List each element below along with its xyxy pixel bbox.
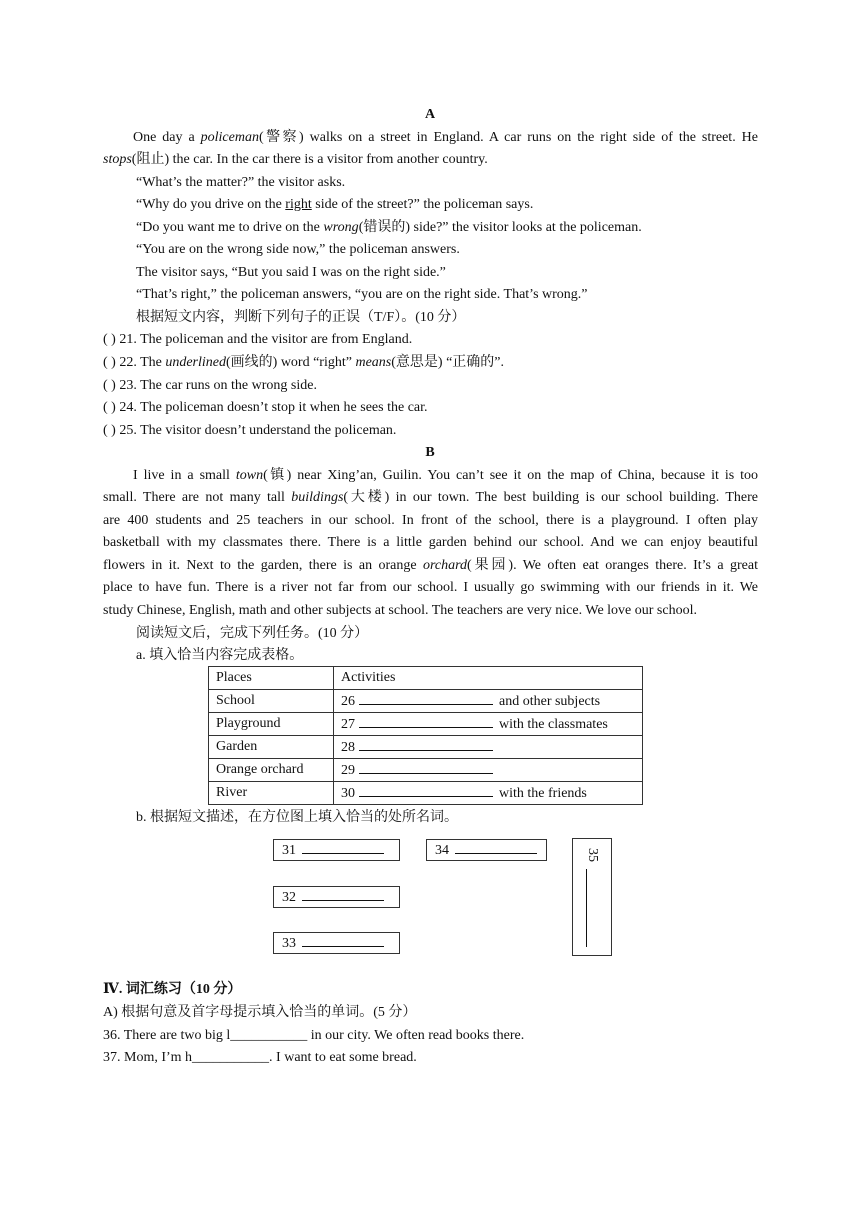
section-b-instruction: 阅读短文后，完成下列任务。(10 分） — [136, 626, 369, 641]
passage-b-line-4: basketball with my classmates there. There is a little garden behind our school. And we can enjoy beautiful — [103, 535, 758, 550]
question-25: ( ) 25. The visitor doesn’t understand the policeman. — [103, 423, 397, 438]
map-number: 34 — [435, 843, 449, 858]
answer-blank[interactable] — [302, 841, 384, 854]
answer-blank[interactable] — [586, 869, 587, 947]
dialogue-line-2: “Why do you drive on the right side of the street?” the policeman says. — [136, 197, 534, 212]
dialogue-line-5: The visitor says, “But you said I was on the right side.” — [136, 265, 446, 280]
dialogue-line-1: “What’s the matter?” the visitor asks. — [136, 175, 346, 190]
table-cell-place: Orange orchard — [209, 759, 334, 782]
table-cell-activity — [334, 690, 643, 713]
map-box-32[interactable] — [273, 886, 400, 908]
activity-suffix: and other subjects — [499, 694, 601, 709]
table-row — [209, 736, 643, 759]
table-cell-activity — [334, 713, 643, 736]
table-cell-activity — [334, 736, 643, 759]
question-number: 28 — [341, 740, 355, 755]
answer-blank[interactable] — [302, 934, 384, 947]
question-number: 27 — [341, 717, 355, 732]
table-cell-activity — [334, 759, 643, 782]
section-iv-heading: Ⅳ. 词汇练习（10 分） — [103, 982, 242, 997]
answer-blank[interactable] — [359, 715, 493, 728]
passage-b-line-2: small. There are not many tall buildings(大楼) in our town. The best building is our school building. There — [103, 490, 759, 505]
answer-blank[interactable] — [359, 738, 493, 751]
section-iv-part-a: A) 根据句意及首字母提示填入恰当的单词。(5 分） — [103, 1005, 417, 1020]
table-cell-activity — [334, 782, 643, 805]
table-row — [209, 759, 643, 782]
map-box-34[interactable] — [426, 839, 547, 861]
passage-b-line-3: are 400 students and 25 teachers in our school. In front of the school, there is a playground. I often play — [103, 513, 758, 528]
question-number: 26 — [341, 694, 355, 709]
table-cell-place: School — [209, 690, 334, 713]
map-number: 31 — [282, 843, 296, 858]
answer-blank[interactable] — [359, 761, 493, 774]
passage-b-line-5: flowers in it. Next to the garden, there is an orange orchard(果园). We often eat oranges there. It’s a great — [103, 558, 758, 573]
answer-blank[interactable] — [359, 784, 493, 797]
activities-table — [208, 666, 643, 805]
question-24: ( ) 24. The policeman doesn’t stop it when he sees the car. — [103, 400, 428, 415]
table-cell-place: Garden — [209, 736, 334, 759]
question-37: 37. Mom, I’m h___________. I want to eat some bread. — [103, 1050, 417, 1065]
question-23: ( ) 23. The car runs on the wrong side. — [103, 378, 317, 393]
answer-blank[interactable] — [455, 841, 537, 854]
table-header-row — [209, 667, 643, 690]
task-a-label: a. 填入恰当内容完成表格。 — [136, 648, 304, 663]
section-b-heading: B — [425, 445, 435, 460]
section-a-heading: A — [424, 107, 436, 122]
dialogue-line-3: “Do you want me to drive on the wrong(错误的) side?” the visitor looks at the policeman. — [136, 220, 642, 235]
table-row — [209, 782, 643, 805]
table-row — [209, 713, 643, 736]
dialogue-line-4: “You are on the wrong side now,” the policeman answers. — [136, 242, 460, 257]
table-header-places: Places — [209, 667, 334, 690]
table-header-activities: Activities — [334, 667, 643, 690]
map-number: 35 — [585, 848, 600, 862]
map-box-35[interactable] — [572, 838, 612, 956]
map-box-31[interactable] — [273, 839, 400, 861]
activity-suffix: with the classmates — [499, 717, 608, 732]
question-21: ( ) 21. The policeman and the visitor are from England. — [103, 332, 413, 347]
dialogue-line-6: “That’s right,” the policeman answers, “you are on the right side. That’s wrong.” — [136, 287, 588, 302]
question-36: 36. There are two big l___________ in our city. We often read books there. — [103, 1028, 525, 1043]
map-number: 33 — [282, 936, 296, 951]
passage-a-line-1: One day a policeman(警察) walks on a street in England. A car runs on the right side of the street. He — [133, 130, 758, 145]
map-box-33[interactable] — [273, 932, 400, 954]
answer-blank[interactable] — [359, 692, 493, 705]
passage-b-line-1: I live in a small town(镇) near Xing’an, Guilin. You can’t see it on the map of China, because it is too — [133, 468, 758, 483]
passage-b-line-7: study Chinese, English, math and other subjects at school. The teachers are very nice. We love our school. — [103, 603, 697, 618]
map-number: 32 — [282, 890, 296, 905]
activity-suffix: with the friends — [499, 786, 587, 801]
table-row — [209, 690, 643, 713]
question-number: 29 — [341, 763, 355, 778]
task-b-label: b. 根据短文描述，在方位图上填入恰当的处所名词。 — [136, 810, 458, 825]
table-cell-place: River — [209, 782, 334, 805]
question-22: ( ) 22. The underlined(画线的) word “right” means(意思是) “正确的”. — [103, 355, 505, 370]
passage-a-line-2: stops(阻止) the car. In the car there is a visitor from another country. — [103, 152, 488, 167]
section-a-instruction: 根据短文内容，判断下列句子的正误（T/F）。(10 分） — [136, 310, 466, 325]
table-cell-place: Playground — [209, 713, 334, 736]
question-number: 30 — [341, 786, 355, 801]
passage-b-line-6: place to have fun. There is a river not far from our school. I usually go swimming with our friends in it. We — [103, 580, 758, 595]
answer-blank[interactable] — [302, 888, 384, 901]
